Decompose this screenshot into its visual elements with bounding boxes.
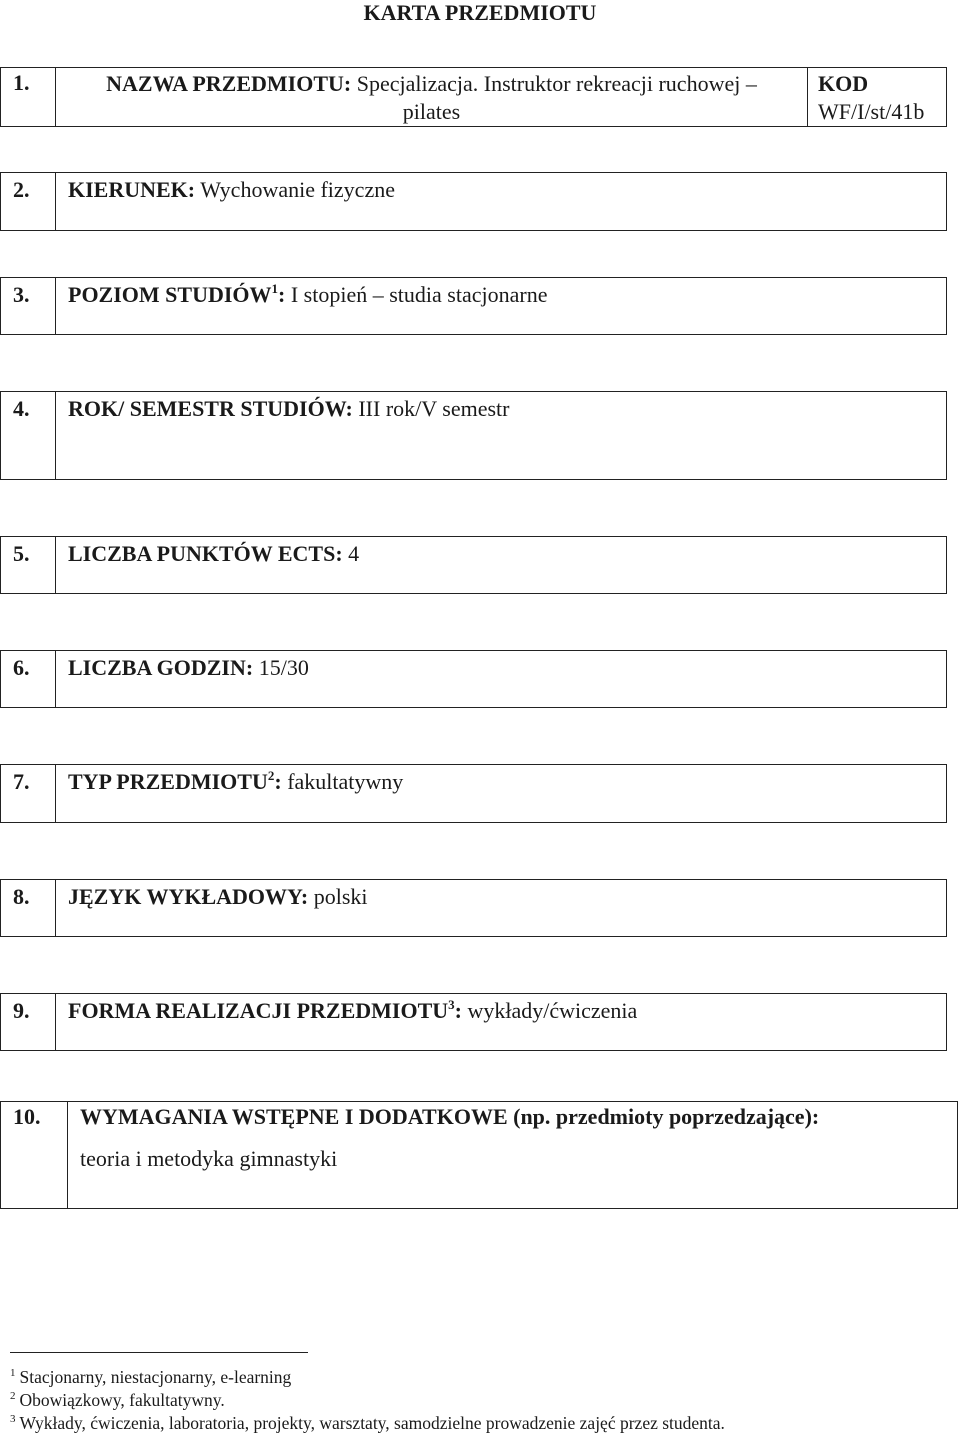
footnote-text: Obowiązkowy, fakultatywny. — [19, 1390, 225, 1410]
label-colon: : — [454, 998, 462, 1023]
field-label: LICZBA PUNKTÓW ECTS: — [68, 541, 343, 566]
field-value: 15/30 — [258, 655, 309, 680]
field-label: KIERUNEK: — [68, 177, 196, 202]
row-number: 4. — [1, 392, 56, 479]
page-title: KARTA PRZEDMIOTU — [363, 0, 597, 25]
row-forma-realizacji — [0, 993, 947, 1051]
footnote-mark: 1 — [10, 1367, 16, 1379]
field-label: TYP PRZEDMIOTU — [68, 769, 268, 794]
field-value: Wychowanie fizyczne — [200, 177, 395, 202]
field-value: polski — [313, 884, 368, 909]
row-poziom-studiow — [0, 277, 947, 335]
field-value: I stopień – studia stacjonarne — [290, 282, 548, 307]
field-label: LICZBA GODZIN: — [68, 655, 254, 680]
footnote-text: Stacjonarny, niestacjonarny, e-learning — [19, 1367, 292, 1387]
row-number: 5. — [1, 537, 56, 593]
row-wymagania-wstepne — [0, 1101, 958, 1209]
footnote-ref: 1 — [271, 281, 279, 296]
row-content — [56, 537, 946, 593]
field-label: FORMA REALIZACJI PRZEDMIOTU — [68, 998, 449, 1023]
row-liczba-godzin — [0, 650, 947, 708]
code-label: KOD — [818, 71, 869, 96]
footnotes — [10, 1366, 725, 1435]
row-kierunek — [0, 172, 947, 231]
footnote-mark: 2 — [10, 1390, 16, 1402]
footnote-mark: 3 — [10, 1413, 16, 1425]
row-nazwa-przedmiotu — [0, 67, 947, 127]
row-content — [56, 651, 946, 707]
row-content — [56, 994, 946, 1050]
row-number: 6. — [1, 651, 56, 707]
footnote — [10, 1366, 725, 1389]
footnote-text: Wykłady, ćwiczenia, laboratoria, projekty, warsztaty, samodzielne prowadzenie zajęć przez studenta. — [19, 1413, 725, 1433]
row-number: 9. — [1, 994, 56, 1050]
row-number: 3. — [1, 278, 56, 334]
field-value: fakultatywny — [287, 769, 404, 794]
row-content — [56, 880, 946, 936]
field-value: teoria i metodyka gimnastyki — [80, 1146, 338, 1171]
code-value: WF/I/st/41b — [818, 99, 925, 124]
footnote-ref: 3 — [448, 997, 455, 1012]
row-rok-semestr — [0, 391, 947, 480]
field-label: JĘZYK WYKŁADOWY: — [68, 884, 309, 909]
code-cell — [807, 68, 946, 126]
row-content — [56, 173, 946, 230]
row-content — [56, 278, 946, 334]
footnote-separator — [10, 1352, 308, 1353]
footnote — [10, 1389, 725, 1412]
field-value: Specjalizacja. Instruktor rekreacji ruchowej – — [356, 71, 757, 96]
field-label: NAZWA PRZEDMIOTU: — [106, 71, 352, 96]
row-jezyk-wykladowy — [0, 879, 947, 937]
label-colon: : — [278, 282, 286, 307]
row-number: 1. — [1, 68, 56, 126]
row-number: 2. — [1, 173, 56, 230]
footnote — [10, 1412, 725, 1435]
field-value: 4 — [348, 541, 360, 566]
field-value: III rok/V semestr — [358, 396, 510, 421]
label-colon: : — [274, 769, 282, 794]
field-value-continued: pilates — [402, 99, 461, 124]
field-label: ROK/ SEMESTR STUDIÓW: — [68, 396, 353, 421]
row-content — [56, 68, 807, 126]
row-content — [56, 392, 946, 479]
row-typ-przedmiotu — [0, 764, 947, 823]
row-number: 7. — [1, 765, 56, 822]
footnote-ref: 2 — [267, 768, 275, 783]
field-value: wykłady/ćwiczenia — [467, 998, 638, 1023]
row-content — [68, 1102, 957, 1208]
row-punkty-ects — [0, 536, 947, 594]
row-number: 10. — [1, 1102, 68, 1208]
row-number: 8. — [1, 880, 56, 936]
row-content — [56, 765, 946, 822]
field-label: POZIOM STUDIÓW — [68, 282, 272, 307]
field-label: WYMAGANIA WSTĘPNE I DODATKOWE (np. przedmioty poprzedzające): — [80, 1104, 820, 1129]
